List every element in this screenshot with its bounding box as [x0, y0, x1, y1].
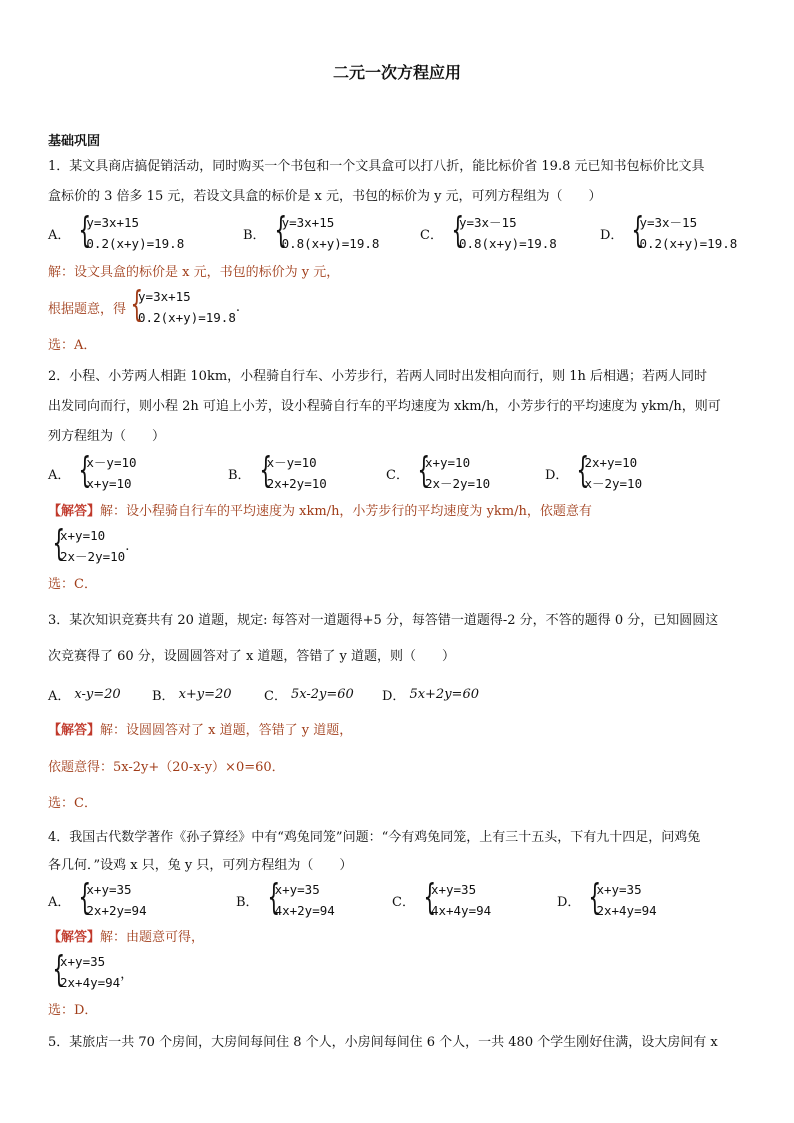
q4-option-d: D． { x+y=35 2x+4y=94	[557, 879, 657, 921]
q3-option-b: B． x+y=20	[152, 687, 232, 704]
q4-option-a: A． { x+y=35 2x+2y=94	[48, 879, 147, 921]
q1-solution-line2: 根据题意，得 { y=3x+15 0.2(x+y)=19.8 .	[48, 286, 240, 328]
q2-solution-line1: 【解答】解：设小程骑自行车的平均速度为 xkm/h，小芳步行的平均速度为 ykm/h，依题意有	[48, 504, 592, 519]
q2-option-c: C． { x+y=10 2x－2y=10	[386, 452, 490, 494]
q1-option-c: C． { y=3x－15 0.8(x+y)=19.8	[420, 212, 557, 254]
q1-stem-line1: 1．某文具商店搞促销活动，同时购买一个书包和一个文具盒可以打八折，能比标价省 19.8 元已知书包标价比文具	[48, 159, 705, 174]
q3-option-a: A． x-y=20	[48, 687, 121, 704]
equation-system: { x+y=35 2x+4y=94	[588, 877, 657, 918]
q4-solution-line1: 【解答】解：由题意可得，	[48, 930, 205, 945]
q1-stem-line2: 盒标价的 3 倍多 15 元，若设文具盒的标价是 x 元，书包的标价为 y 元，可列方程组为（ ）	[48, 189, 602, 204]
equation-system: { x－y=10 2x+2y=10	[259, 450, 327, 491]
q1-solution-line1: 解：设文具盒的标价是 x 元，书包的标价为 y 元，	[48, 265, 340, 280]
q3-choice: 选：C．	[48, 796, 97, 811]
q4-solution-system: { x+y=35 2x+4y=94 ，	[48, 951, 133, 993]
q2-solution-system: { x+y=10 2x－2y=10 .	[48, 525, 129, 567]
equation-system: { x+y=10 2x－2y=10	[52, 523, 126, 564]
q3-solution-line1: 【解答】解：设圆圆答对了 x 道题，答错了 y 道题，	[48, 723, 353, 738]
q2-stem-line1: 2．小程、小芳两人相距 10km，小程骑自行车、小芳步行，若两人同时出发相向而行，则 1h 后相遇；若两人同时	[48, 369, 708, 384]
equation-system: { y=3x+15 0.2(x+y)=19.8	[130, 284, 236, 325]
page-title: 二元一次方程应用	[332, 63, 461, 82]
section-heading: 基础巩固	[48, 134, 101, 149]
q1-option-b: B． { y=3x+15 0.8(x+y)=19.8	[243, 212, 379, 254]
q4-stem-line2: 各几何．”设鸡 x 只，兔 y 只，可列方程组为（ ）	[48, 858, 353, 873]
equation-system: { x+y=35 2x+2y=94	[78, 877, 147, 918]
q5-stem-line1: 5．某旅店一共 70 个房间，大房间每间住 8 个人，小房间每间住 6 个人，一共 480 个学生刚好住满，设大房间有 x	[48, 1035, 718, 1050]
q3-stem-line2: 次竞赛得了 60 分，设圆圆答对了 x 道题，答错了 y 道题，则（ ）	[48, 649, 456, 664]
q2-choice: 选：C．	[48, 577, 97, 592]
equation-system: { y=3x+15 0.2(x+y)=19.8	[78, 210, 185, 251]
equation-system: { x+y=10 2x－2y=10	[417, 450, 491, 491]
q3-option-c: C． 5x-2y=60	[264, 687, 354, 704]
equation-system: { x+y=35 4x+2y=94	[267, 877, 335, 918]
equation-system: { x－y=10 x+y=10	[78, 450, 137, 491]
equation-system: { x+y=35 2x+4y=94	[52, 949, 121, 990]
q2-stem-line2: 出发同向而行，则小程 2h 可追上小芳，设小程骑自行车的平均速度为 xkm/h，小芳步行的平均速度为 ykm/h，则可	[48, 399, 721, 414]
q4-choice: 选：D．	[48, 1003, 98, 1018]
q2-option-b: B． { x－y=10 2x+2y=10	[228, 452, 327, 494]
q1-option-a: A． { y=3x+15 0.2(x+y)=19.8	[48, 212, 184, 254]
q4-stem-line1: 4．我国古代数学著作《孙子算经》中有“鸡兔同笼”问题：“今有鸡兔同笼，上有三十五头，下有九十四足，问鸡兔	[48, 830, 701, 845]
q2-option-d: D． { 2x+y=10 x－2y=10	[545, 452, 642, 494]
q3-solution-line2: 依题意得：5x-2y+（20-x-y）×0=60．	[48, 760, 285, 775]
equation-system: { y=3x－15 0.8(x+y)=19.8	[451, 210, 557, 251]
equation-system: { 2x+y=10 x－2y=10	[576, 450, 643, 491]
equation-system: { y=3x－15 0.2(x+y)=19.8	[631, 210, 738, 251]
q4-option-c: C． { x+y=35 4x+4y=94	[392, 879, 491, 921]
equation-system: { y=3x+15 0.8(x+y)=19.8	[274, 210, 380, 251]
q1-option-d: D． { y=3x－15 0.2(x+y)=19.8	[600, 212, 737, 254]
q3-option-d: D． 5x+2y=60	[382, 687, 479, 704]
q2-stem-line3: 列方程组为（ ）	[48, 429, 166, 444]
q2-option-a: A． { x－y=10 x+y=10	[48, 452, 137, 494]
equation-system: { x+y=35 4x+4y=94	[423, 877, 492, 918]
q1-choice: 选：A．	[48, 338, 97, 353]
q4-option-b: B． { x+y=35 4x+2y=94	[236, 879, 335, 921]
q3-stem-line1: 3．某次知识竞赛共有 20 道题，规定: 每答对一道题得+5 分，每答错一道题得-2 分，不答的题得 0 分，已知圆圆这	[48, 613, 719, 628]
